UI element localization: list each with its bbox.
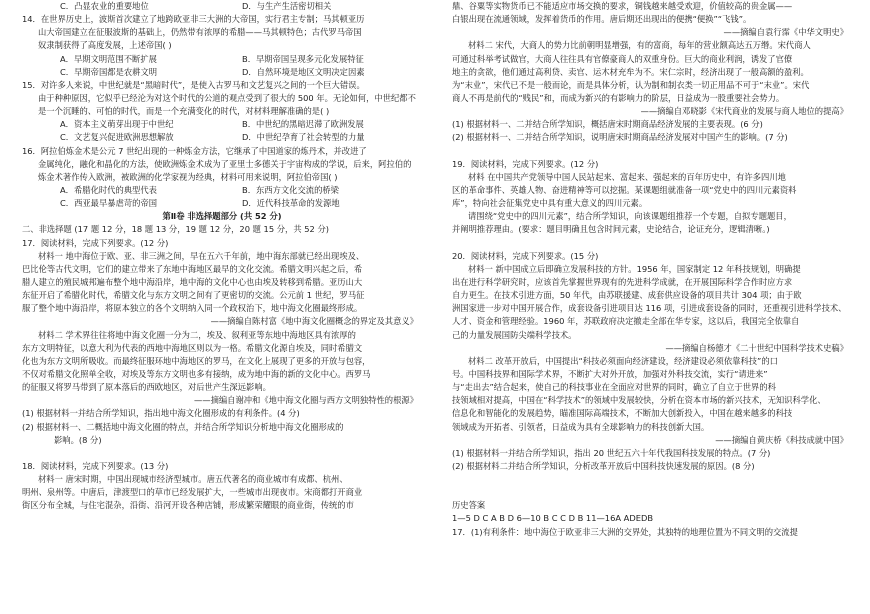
- q18-material-line: 街区分布全城，与住宅混杂，沿街、沿河开设各种店铺，形成繁荣耀眼的商业街，传统的市: [22, 500, 354, 511]
- q20-source-2: ——摘编自黄庆桥《科技成就中国》: [715, 434, 848, 445]
- part2-heading: 第Ⅱ卷 非选择题部分 (共 52 分): [162, 211, 282, 222]
- q13-option-c: C．凸显农业的重要地位: [60, 1, 149, 11]
- q18-material-line: 明州、泉州等。中唐后，津渡型口的草市已经发展扩大，一些城市出现夜市。宋商都打开商业: [22, 487, 363, 498]
- q15-option-d: D．中世纪孕育了社会转型的力量: [242, 132, 365, 143]
- q18-requirement: (1) 根据材料一、二并结合所学知识，概括唐宋时期商品经济发展的主要表现。(6 分): [452, 119, 763, 130]
- q14-option-d: D．自然环境是地区文明决定因素: [242, 66, 365, 77]
- q17-source-2: ——摘编自谢冲和《地中海文化圈与西方文明独特性的根源》: [193, 395, 418, 406]
- q19-material-line: 库”，特向社会征集党史中具有重大意义的四川元素。: [452, 198, 648, 209]
- q16-option-c: C．西亚最早暴虐苛的帝国: [60, 198, 158, 209]
- q20-material-line: 人才、资金和管理经验。1960 年，苏联政府决定撤走全部在华专家，这以后，我国完全依靠自: [452, 316, 800, 327]
- spacer: [452, 145, 852, 158]
- spacer: [452, 237, 852, 250]
- q20-material-line: 材料二 改革开放后，中国提出“科技必须面向经济建设，经济建设必须依靠科技”的口: [468, 355, 778, 366]
- q14-options-row: [22, 53, 422, 66]
- q19-header: 19．阅读材料，完成下列要求。(12 分): [452, 158, 599, 169]
- q14-line: 奴隶制获得了高度发展，上述帝国( ): [38, 40, 172, 51]
- q17-material-line: 材料二 学术界往往将地中海文化圈一分为二，埃及、叙利亚等东地中海地区具有浓厚的: [38, 329, 356, 340]
- q20-material-line: 自力更生。在技术引进方面，50 年代，由苏联援建、成套供应设备的项目共计 304 项；由于欧: [452, 290, 802, 301]
- q15-line: 由于种种原因，它似乎已经沦为对这个时代的公道的观点受到了很大的 500 年。无论如何，中世纪都不: [38, 92, 416, 103]
- q20-material-line: 信息化和智能化的发展趋势，瞄准国际高端技术，不断加大创新投入，中国在越来越多的科技: [452, 408, 793, 419]
- spacer: [22, 447, 422, 460]
- q14-line: 14．在世界历史上，波斯首次建立了地跨欧亚非三大洲的大帝国，实行君主专制；马其顿亚历: [22, 14, 365, 25]
- q18-material-line: 材料一 唐宋时期，中国出现城市经济型城市。唐五代著名的商业城市有成都、杭州、: [38, 474, 348, 485]
- q15-option-c: C．文艺复兴促进欧洲思想解放: [60, 132, 174, 143]
- q17-requirement: (2) 根据材料一、二概括地中海文化圈的特点，并结合所学知识分析地中海文化圈形成的: [22, 421, 344, 432]
- q18-material-line: 商人不再是前代的“贱民”和，而成为新兴的有影响力的阶层，日益成为一股重要社会势力。: [452, 92, 785, 103]
- right-column: [452, 0, 852, 539]
- q17-material-line: 东征开启了希腊化时代，希腊文化与东方文明之间有了更密切的交流。公元前 1 世纪，罗马征: [22, 290, 365, 301]
- q16-line: 金属纯化，融化和晶化的方法，使欧洲炼金术成为了亚里士多德关于宇宙构成的学说，后来，阿拉伯的: [38, 158, 412, 169]
- q18-material-line: 材料二 宋代，大商人的势力比前朝明显增强，有的富商，每年的营业额高达五万缗。宋代商人: [468, 40, 811, 51]
- q15-line: 15．对许多人来说，中世纪就是“黑暗时代”，是使入古罗马和文艺复兴之间的一个巨大错误。: [22, 79, 365, 90]
- q19-material-line: 请围绕“党史中的四川元素”，结合所学知识，向该课题组推荐一个专题，自拟专题题目，: [468, 211, 792, 222]
- q16-line: 炼金术著作传入欧洲，被欧洲的化学家视为经典，材料可用来说明，阿拉伯帝国( ): [38, 171, 338, 182]
- q18-source-1: ——摘编自袁行霈《中华文明史》: [723, 27, 848, 38]
- q13-options-row: [22, 0, 422, 13]
- q18-material-line: 可通过科举考试做官，大商人往往具有官僚豪商人的双重身份。巨大的商业利润，诱发了官僚: [452, 53, 793, 64]
- q16-option-d: D．近代科技革命的发源地: [242, 198, 340, 209]
- q20-material-line: 己的力量发展国防尖端科学技术。: [452, 329, 577, 340]
- q18-material-line: 白银出现在流通领域，发挥着货币的作用。唐后期还出现出的便携“便换”“飞钱”。: [452, 14, 752, 25]
- q16-line: 16．阿拉伯炼金术是公元 7 世纪出现的一种炼金方法，它继承了中国道家的炼丹术，并改进了: [22, 145, 367, 156]
- spacer: [452, 473, 852, 486]
- q17-material-line: 的征服又将罗马带到了原本落后的西欧地区，对后世产生深远影响。: [22, 382, 271, 393]
- q18-source-2: ——摘编自邓晓影《宋代商业的发展与商人地位的提高》: [640, 106, 848, 117]
- answers-heading: 历史答案: [452, 500, 486, 511]
- q14-line: 山大帝国建立在征服波斯的基础上，仍然带有浓厚的希腊——马其顿特色；古代罗马帝国: [38, 27, 362, 38]
- q14-option-b: B．早期帝国呈现多元化发展特征: [242, 53, 364, 64]
- q14-options-row: [22, 66, 422, 79]
- q20-material-line: 出在进行科学研究时，应该首先掌握世界现有的先进科学成就，在开展国际科学合作时应方求: [452, 276, 793, 287]
- q16-option-b: B．东西方文化交流的桥梁: [242, 184, 339, 195]
- q18-material-line: 地主的贪欲，他们通过高利贷、卖官、运木材充牟为不。宋仁宗时，经济出现了一般高额的盈利。: [452, 66, 809, 77]
- q16-option-a: A．希腊化时代的典型代表: [60, 184, 157, 195]
- q13-option-d: D．与生产生活密切相关: [242, 1, 332, 11]
- q18-material-line: 鼎、谷粟等实物货币已不能适应市场交换的要求，铜钱越来越受欢迎，价值较高的贵金属——: [452, 1, 793, 11]
- q20-material-line: 领域成为开拓者、引领者，日益成为具有全球影响力的科技创新大国。: [452, 421, 710, 432]
- answers-17: 17．(1)有利条件：地中海位于欧亚非三大洲的交界处，其独特的地理位置为不同文明的交流提: [452, 526, 798, 537]
- q17-material-line: 东方文明特征，以意大利为代表的西地中海地区则以为一格。希腊文化源自埃及，同时希腊文: [22, 342, 363, 353]
- q20-material-line: 号。中国科技界和国际学术界，不断扩大对外开放，加强对外科技交流，实行“请进来”: [452, 368, 768, 379]
- part2-intro: 二、非选择题 (17 题 12 分，18 题 13 分，19 题 12 分，20 题 15 分，共 52 分): [22, 224, 329, 235]
- q20-material-line: 洲国家进一步对中国开展合作，成套设备引进项目达 116 项，引进成套设备的同时，还重视引进科学技术、: [452, 303, 847, 314]
- q18-header: 18．阅读材料，完成下列要求。(13 分): [22, 460, 169, 471]
- q15-line: 是一个沉睡的、可怕的时代，而是一个充满变化的时代，对材料理解准确的是( ): [38, 106, 330, 117]
- q17-header: 17．阅读材料，完成下列要求。(12 分): [22, 237, 169, 248]
- answers-choice: 1—5 D C A B D 6—10 B C C D B 11—16A ADEDB: [452, 513, 654, 524]
- q20-requirement: (2) 根据材料二并结合所学知识，分析改革开放后中国科技快速发展的原因。(8 分): [452, 460, 755, 471]
- q20-material-line: 与“走出去”结合起来，使自己的科技事业在全面应对世界的同时，确立了自立于世界的科: [452, 382, 776, 393]
- q17-material-line: 服了整个地中海沿岸，将原本独立的各个文明纳入同一个政权治下，地中海文化圈最终形成。: [22, 303, 363, 314]
- q15-options-row: [22, 118, 422, 131]
- q15-option-b: B．中世纪的黑暗迟滞了欧洲发展: [242, 119, 364, 130]
- q19-material-line: 区的革命事件、英雄人物、奋进精神等可以挖掘。某课题组就准备一项“党史中的四川元素资料: [452, 184, 797, 195]
- q17-requirement: (1) 根据材料一并结合所学知识，指出地中海文化圈形成的有利条件。(4 分): [22, 408, 300, 419]
- q18-requirement: (2) 根据材料一、二并结合所学知识，说明唐宋时期商品经济发展对中国产生的影响。(7 分): [452, 132, 788, 143]
- q15-option-a: A．资本主义萌芽出现于中世纪: [60, 119, 174, 130]
- left-column: [22, 0, 422, 512]
- q14-option-c: C．早期帝国都是农耕文明: [60, 66, 158, 77]
- q16-options-row: [22, 184, 422, 197]
- q17-material-line: 腊人建立的殖民城邦遍布整个地中海沿岸，地中海的文化中心也由埃及转移到希腊。亚历山大: [22, 276, 363, 287]
- q20-material-line: 材料一 新中国成立后即确立发展科技的方针。1956 年，国家制定 12 年科技规划，明确提: [468, 263, 801, 274]
- spacer: [452, 486, 852, 499]
- q20-header: 20．阅读材料，完成下列要求。(15 分): [452, 250, 599, 261]
- q14-option-a: A．早期文明范围不断扩展: [60, 53, 157, 64]
- q17-material-line: 巴比伦等古代文明，它们的建立带来了东地中海地区最早的文化交流。希腊文明兴起之后，希: [22, 263, 363, 274]
- q20-material-line: 技领域相对提高，中国在“科学技术”的领域中发展较快，分析在资本市场的新兴技术，无知识科学化、: [452, 395, 826, 406]
- q17-source-1: ——摘编自陈村富《地中海文化圈概念的界定及其意义》: [210, 316, 418, 327]
- q17-material-line: 材料一 地中海位于欧、亚、非三洲之间，早在五六千年前，地中海东部就已经出现埃及、: [38, 250, 365, 261]
- q20-requirement: (1) 根据材料一并结合所学知识，指出 20 世纪五六十年代我国科技发展的特点。(7 分): [452, 447, 771, 458]
- q19-material-line: 并阐明推荐理由。(要求：题目明确且包含时间元素，史论结合，论证充分，逻辑清晰。): [452, 224, 770, 235]
- q16-options-row: [22, 197, 422, 210]
- q19-material-line: 材料 在中国共产党领导中国人民站起来、富起来、强起来的百年历史中，有许多四川地: [468, 171, 786, 182]
- q18-material-line: 为“末业”，宋代已不是一般而论，而是具体分析，认为制和制衣类一切正用品不可于“末业”。宋代: [452, 79, 810, 90]
- q15-options-row: [22, 131, 422, 144]
- q20-source-1: ——摘编自杨德才《二十世纪中国科学技术史稿》: [665, 342, 848, 353]
- q17-requirement: 影响。(8 分): [54, 434, 102, 445]
- q17-material-line: 不仅对希腊文化照单全收，对埃及等东方文明也多有接纳，成为地中海的新的文化中心。西罗马: [22, 368, 371, 379]
- q17-material-line: 化也为东方文明所吸收。而最终征服环地中海地区的罗马，在文化上展现了更多的开放与包容，: [22, 355, 371, 366]
